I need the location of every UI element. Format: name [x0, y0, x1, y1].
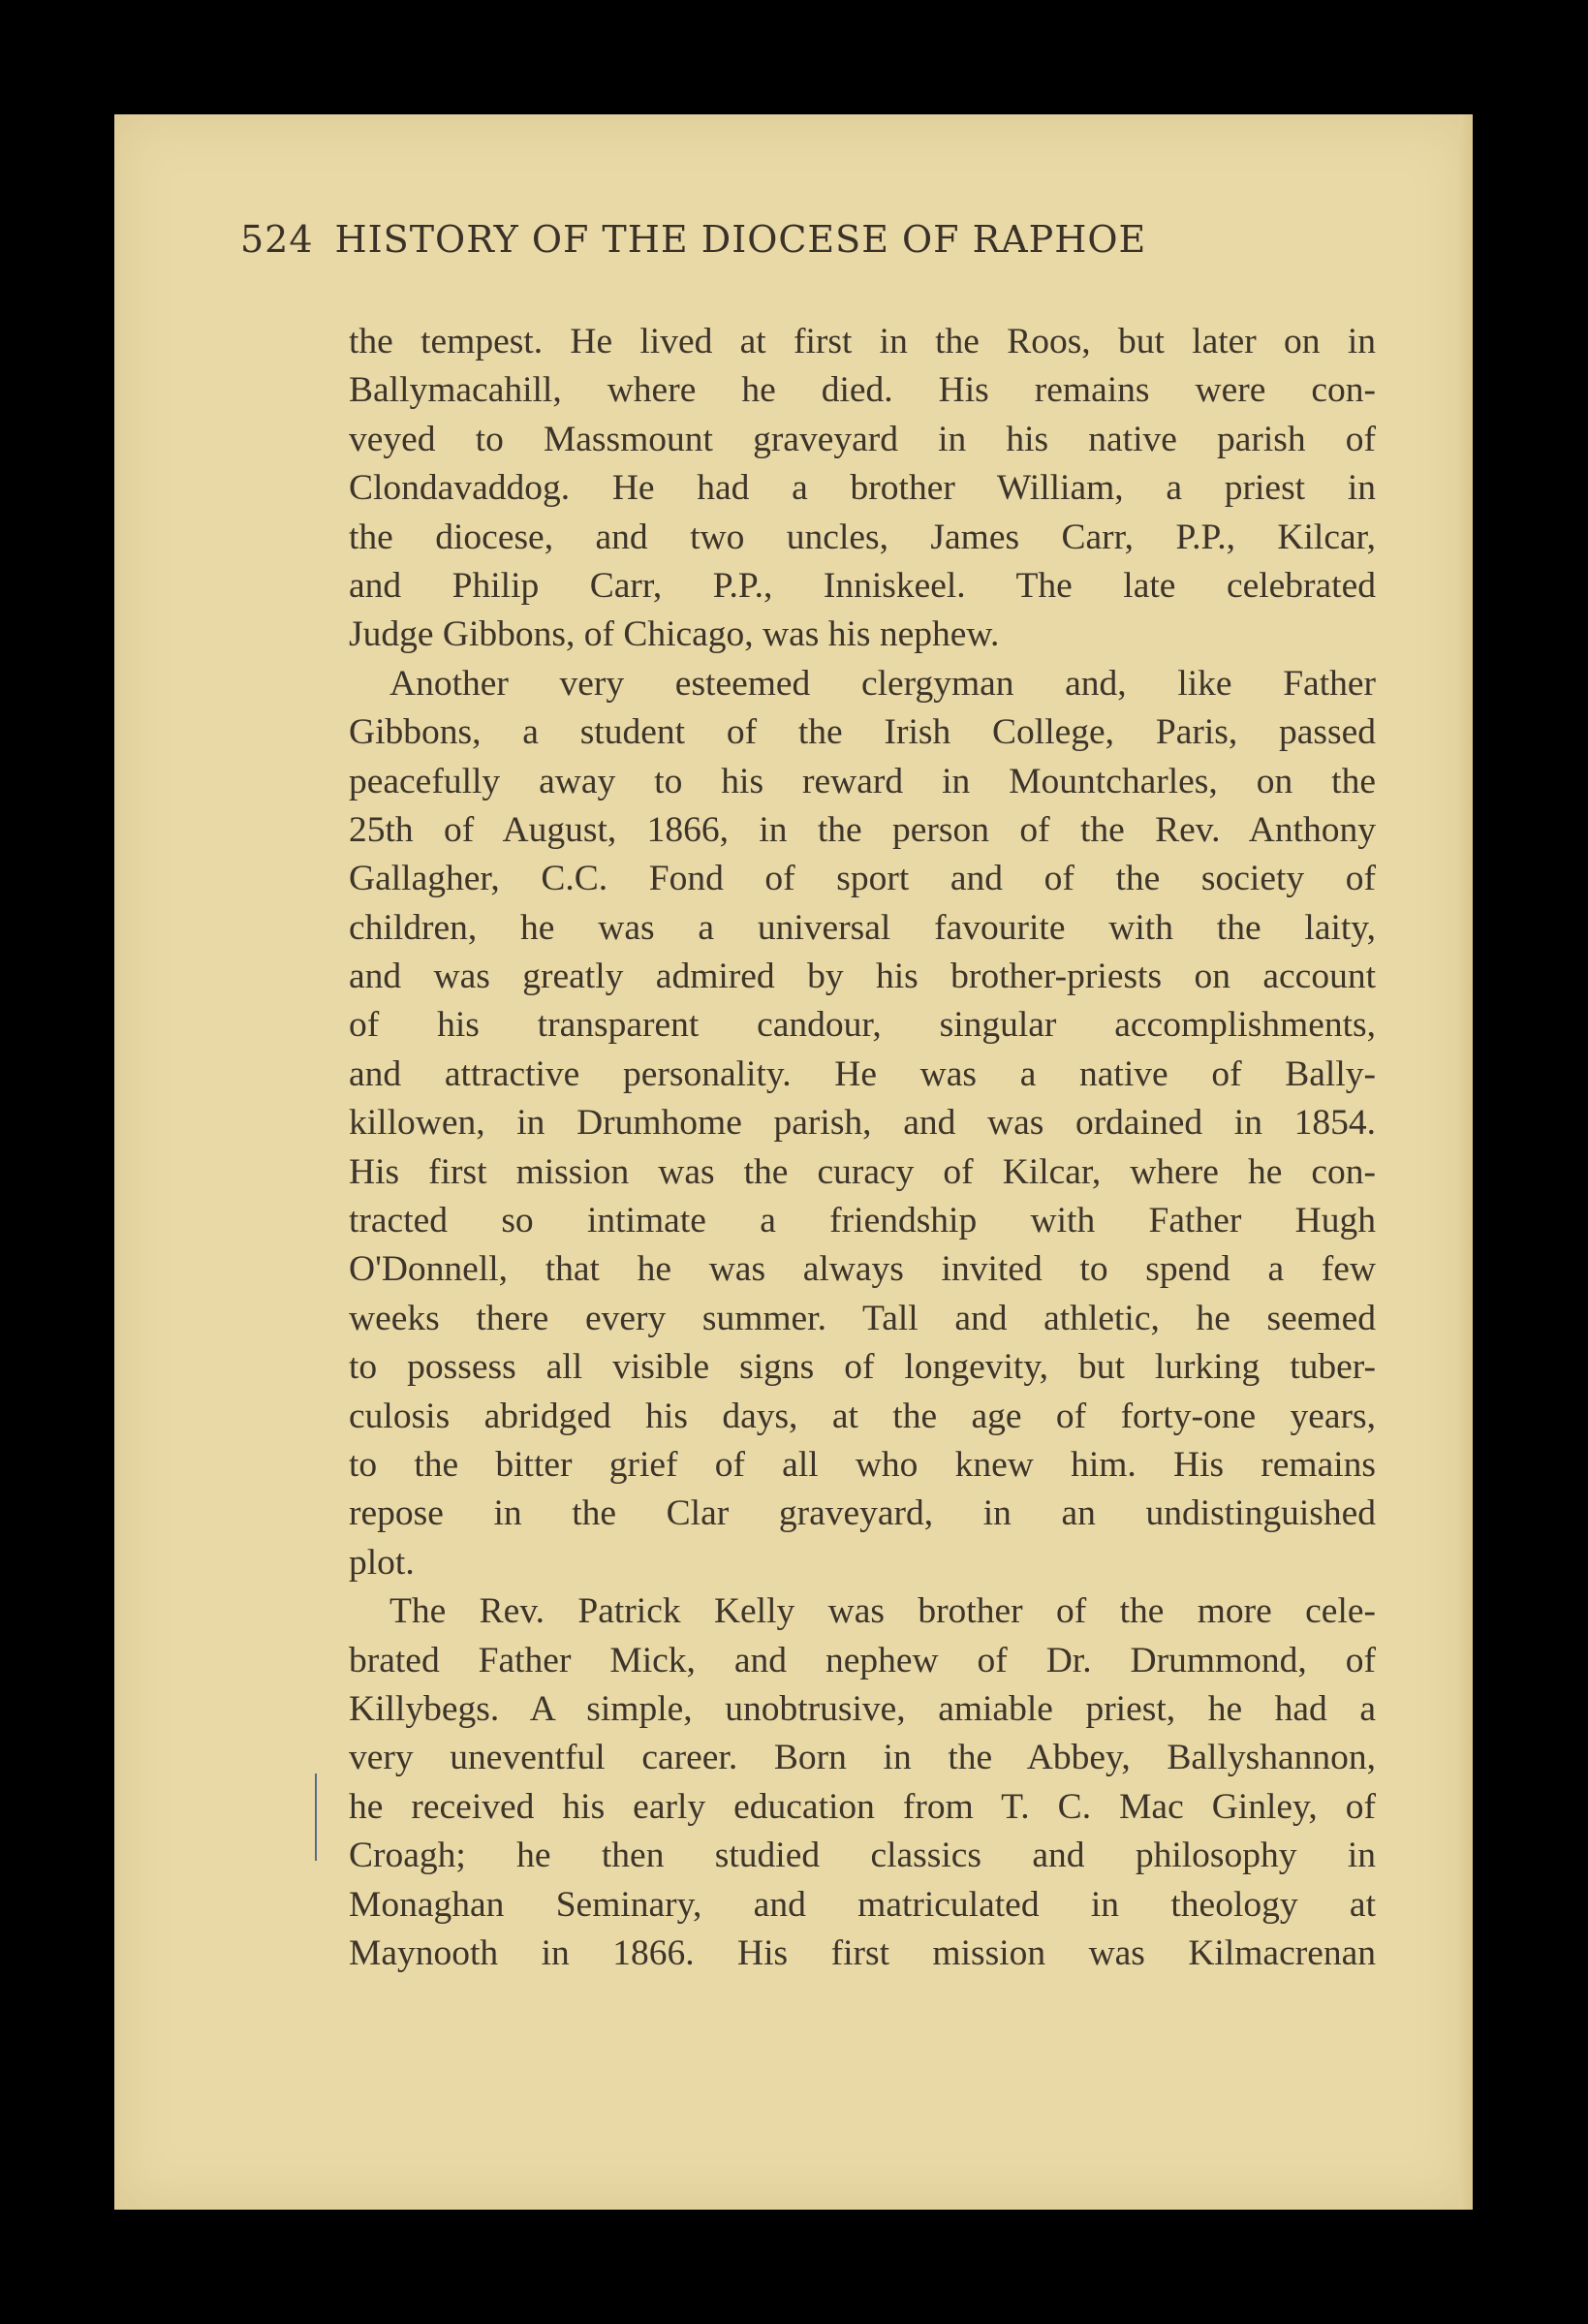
page-number: 524 [240, 218, 314, 261]
text-line: to the bitter grief of all who knew him. His remains [349, 1444, 1376, 1485]
text-line: tracted so intimate a friendship with Father Hugh [349, 1201, 1376, 1241]
text-line: to possess all visible signs of longevity, but lurking tuber- [349, 1347, 1376, 1388]
text-line: of his transparent candour, singular accomplishments, [349, 1005, 1376, 1046]
text-line: the diocese, and two uncles, James Carr, P.P., Kilcar, [349, 517, 1376, 557]
text-line: peacefully away to his reward in Mountcharles, on the [349, 761, 1376, 801]
text-line: the tempest. He lived at first in the Roos, but later on in [349, 322, 1376, 361]
running-title: HISTORY OF THE DIOCESE OF RAPHOE [334, 218, 1147, 261]
text-line: 25th of August, 1866, in the person of the Rev. Anthony [349, 809, 1376, 850]
text-line: Gibbons, a student of the Irish College, Paris, passed [349, 712, 1376, 753]
text-line: plot. [349, 1542, 415, 1583]
text-line: His first mission was the curacy of Kilcar, where he con- [349, 1151, 1376, 1192]
text-line: Judge Gibbons, of Chicago, was his nephew. [349, 614, 1000, 655]
text-line: repose in the Clar graveyard, in an undistinguished [349, 1493, 1376, 1534]
text-line: and attractive personality. He was a native of Bally- [349, 1053, 1376, 1094]
text-line: O'Donnell, that he was always invited to spend a few [349, 1249, 1376, 1290]
text-line: children, he was a universal favourite with the laity, [349, 907, 1376, 948]
running-head [240, 218, 1335, 286]
text-line: very uneventful career. Born in the Abbey, Ballyshannon, [349, 1738, 1376, 1778]
text-line: he received his early education from T. C. Mac Ginley, of [349, 1786, 1376, 1827]
text-line: killowen, in Drumhome parish, and was ordained in 1854. [349, 1103, 1376, 1144]
text-line: Another very esteemed clergyman and, like Father [389, 663, 1376, 704]
text-line: Ballymacahill, where he died. His remains were con- [349, 370, 1376, 411]
text-line: Maynooth in 1866. His first mission was Kilmacrenan [349, 1932, 1376, 1973]
text-line: Clondavaddog. He had a brother William, a priest in [349, 468, 1376, 509]
page-edge [1459, 114, 1473, 2210]
text-line: brated Father Mick, and nephew of Dr. Drummond, of [349, 1640, 1376, 1680]
text-line: Gallagher, C.C. Fond of sport and of the society of [349, 859, 1376, 899]
text-line: The Rev. Patrick Kelly was brother of the more cele- [389, 1591, 1376, 1632]
text-line: and Philip Carr, P.P., Inniskeel. The late celebrated [349, 565, 1376, 606]
text-line: culosis abridged his days, at the age of forty-one years, [349, 1396, 1376, 1436]
text-line: weeks there every summer. Tall and athletic, he seemed [349, 1298, 1376, 1338]
text-line: and was greatly admired by his brother-priests on account [349, 957, 1376, 997]
text-line: veyed to Massmount graveyard in his native parish of [349, 419, 1376, 459]
margin-pencil-mark [315, 1774, 317, 1861]
text-line: Croagh; he then studied classics and philosophy in [349, 1836, 1376, 1876]
text-line: Killybegs. A simple, unobtrusive, amiable priest, he had a [349, 1688, 1376, 1729]
body-text [349, 318, 1376, 1978]
text-line: Monaghan Seminary, and matriculated in theology at [349, 1884, 1376, 1925]
